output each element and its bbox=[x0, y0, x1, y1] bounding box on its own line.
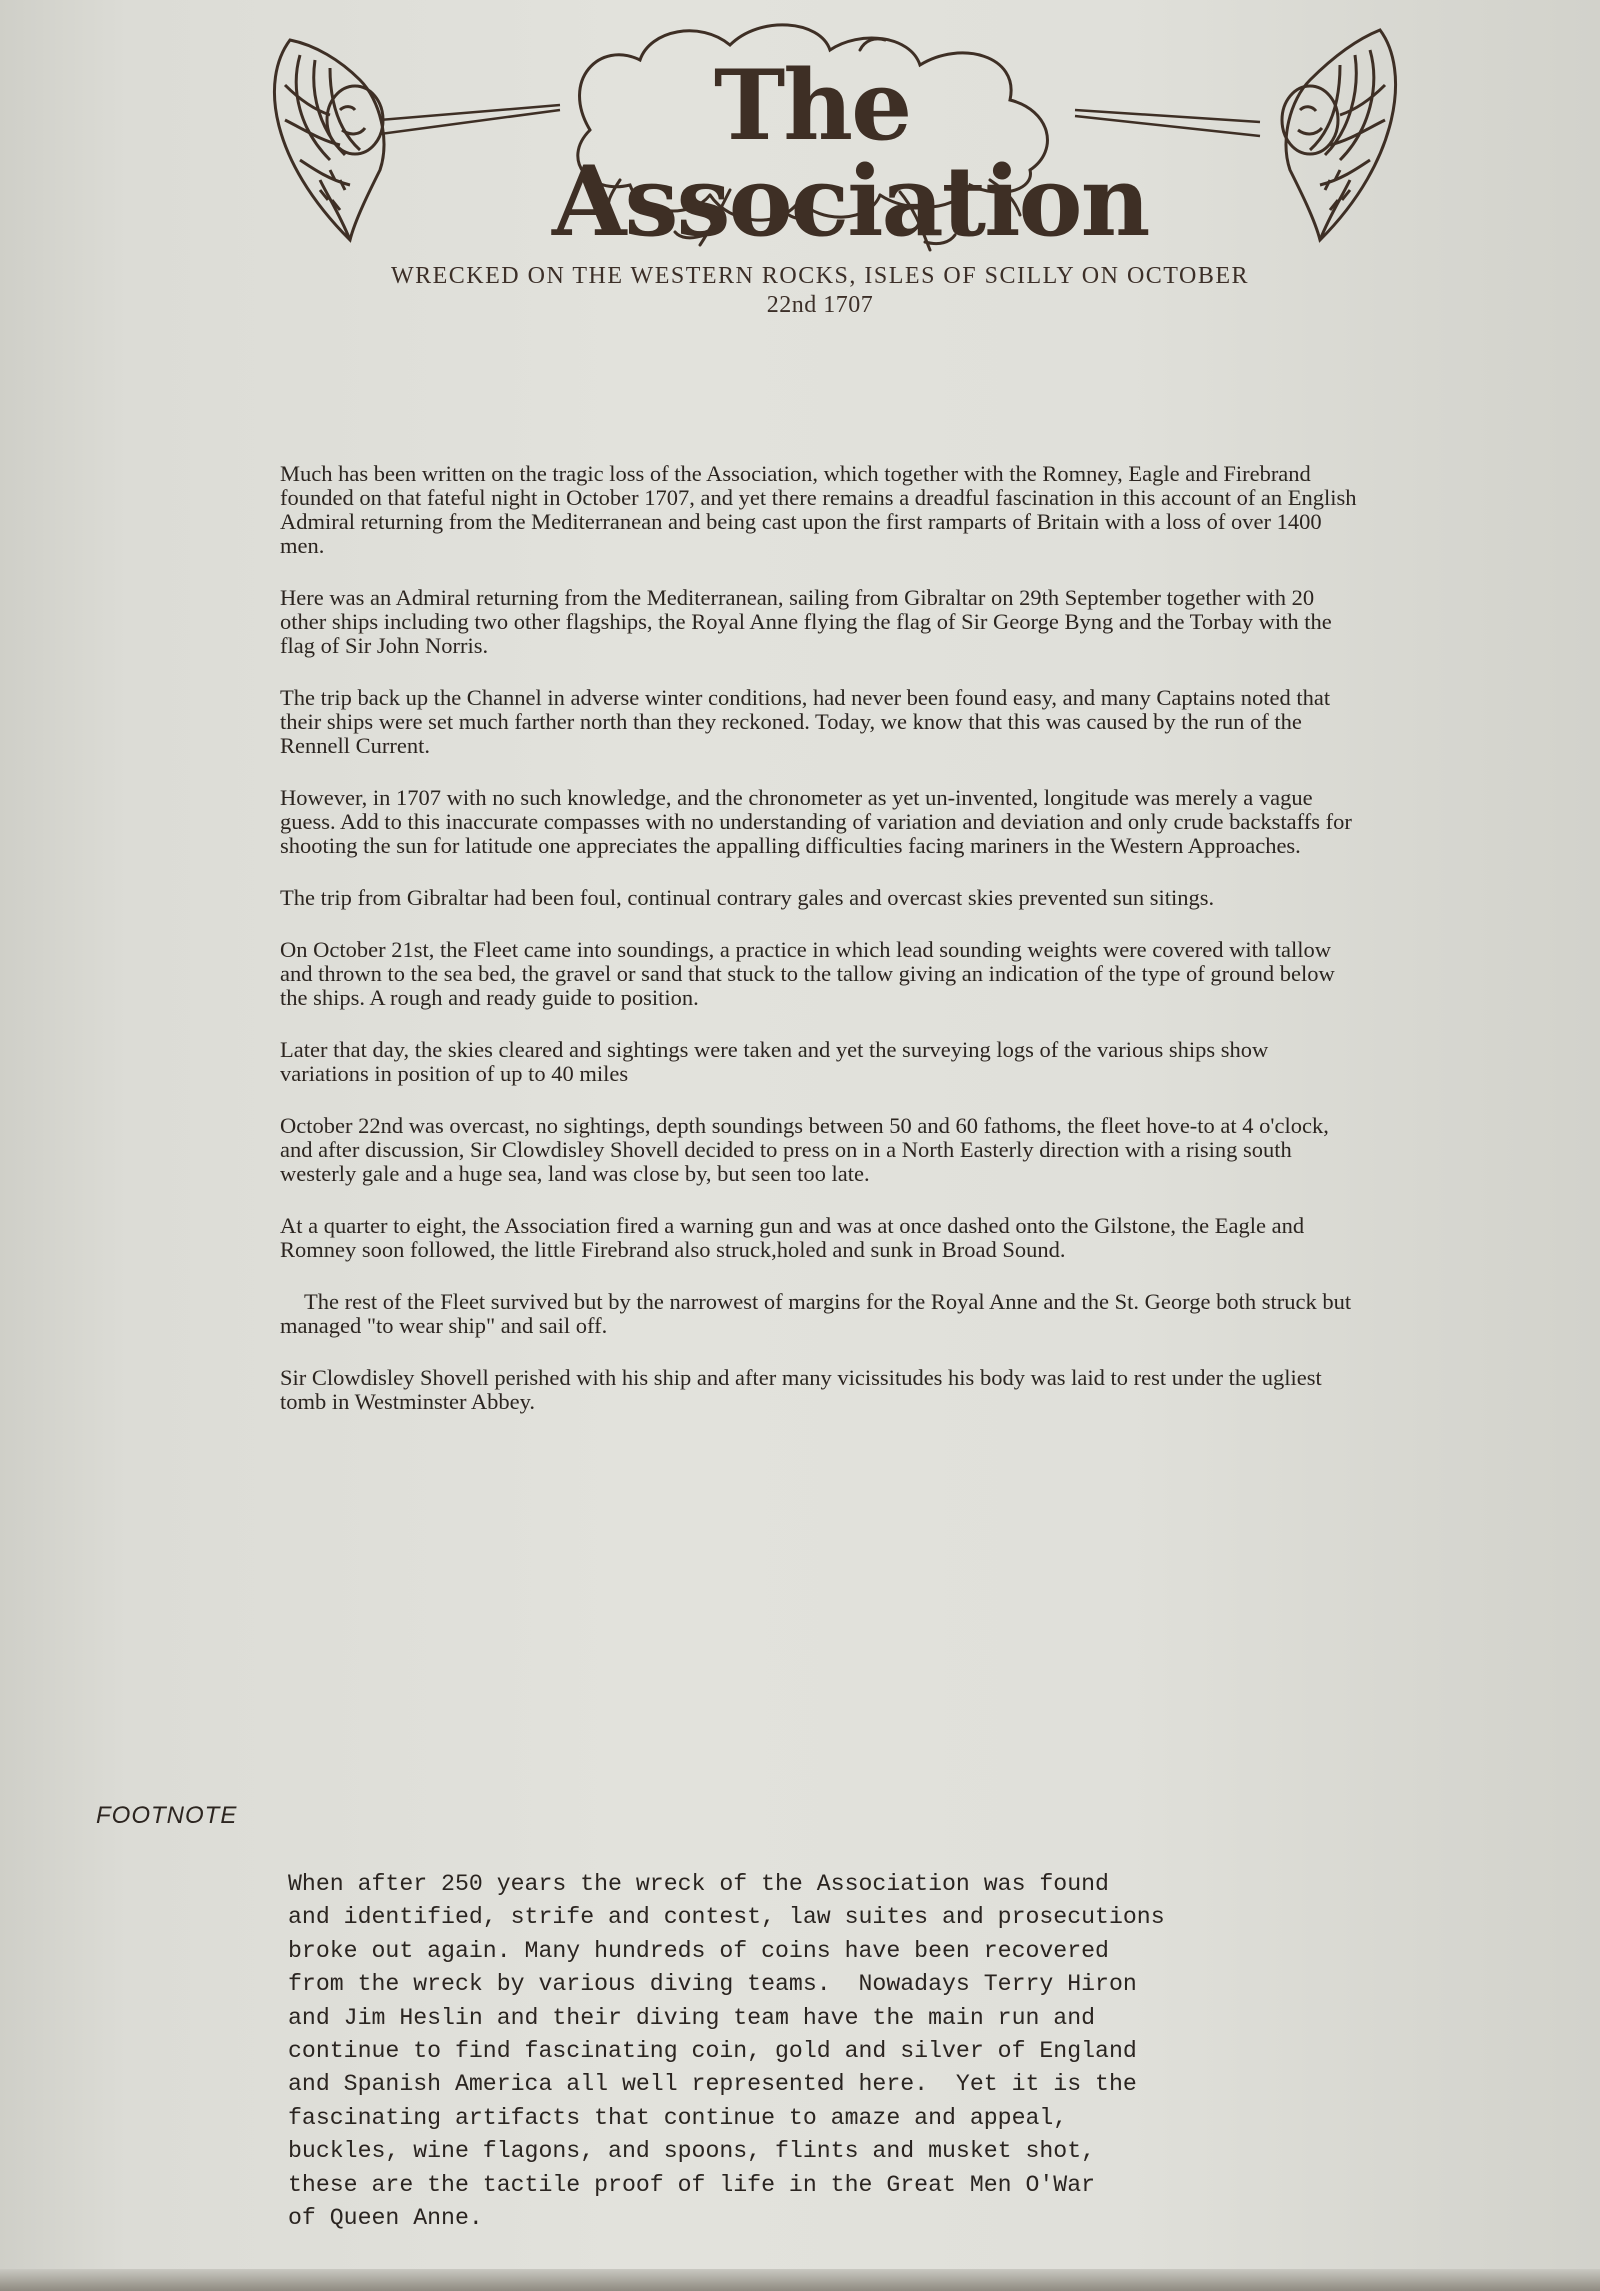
page-bottom-edge bbox=[0, 2269, 1600, 2291]
paragraph: The trip from Gibraltar had been foul, continual contrary gales and overcast skies prevented sun sitings. bbox=[280, 885, 1215, 910]
right-winged-cherub-icon bbox=[1282, 30, 1396, 240]
footnote-label: FOOTNOTE bbox=[96, 1802, 238, 1829]
footnote-text: When after 250 years the wreck of the Association was found and identified, strife and contest, law suites and prosecutions broke out again. Many hundreds of coins have been recovered from the wreck by various diving teams. Nowadays Terry Hiron and Jim Heslin and their diving team have the main run and continue to find fascinating coin, gold and silver of England and Spanish America all well represented here. Yet it is the fascinating artifacts that continue to amaze and appeal, buckles, wine flagons, and spoons, flints and musket shot, these are the tactile proof of life in the Great Men O'War of Queen Anne. bbox=[288, 1871, 1165, 2232]
paragraph: Later that day, the skies cleared and sightings were taken and yet the surveying logs of the various ships show variations in position of up to 40 miles bbox=[280, 1037, 1269, 1086]
paragraph: Here was an Admiral returning from the Mediterranean, sailing from Gibraltar on 29th September together with 20 other ships including two other flagships, the Royal Anne flying the flag of Sir George Byng and the Torbay with the flag of Sir John Norris. bbox=[280, 585, 1332, 658]
masthead-title: The Association bbox=[552, 49, 1149, 258]
paragraph: Sir Clowdisley Shovell perished with his ship and after many vicissitudes his body was laid to rest under the ugliest tomb in Westminster Abbey. bbox=[280, 1365, 1322, 1414]
subtitle-line-1: WRECKED ON THE WESTERN ROCKS, ISLES OF SCILLY ON OCTOBER bbox=[390, 263, 1250, 289]
paragraph: On October 21st, the Fleet came into soundings, a practice in which lead sounding weights were covered with tallow and thrown to the sea bed, the gravel or sand that stuck to the tallow giving an indication of the type of ground below the ships. A rough and ready guide to position. bbox=[280, 937, 1335, 1010]
paragraph: At a quarter to eight, the Association fired a warning gun and was at once dashed onto the Gilstone, the Eagle and Romney soon followed, the little Firebrand also struck,holed and sunk in Broad Sound. bbox=[280, 1213, 1305, 1262]
subtitle bbox=[280, 262, 1360, 320]
subtitle-line-2: 22nd 1707 bbox=[766, 291, 874, 318]
paragraph: The rest of the Fleet survived but by the narrowest of margins for the Royal Anne and the St. George both struck but managed "to wear ship" and sail off. bbox=[280, 1289, 1352, 1338]
masthead bbox=[260, 10, 1410, 260]
paragraph: Much has been written on the tragic loss of the Association, which together with the Romney, Eagle and Firebrand founded on that fateful night in October 1707, and yet there remains a dreadful fascination in this account of an English Admiral returning from the Mediterranean and being cast upon the first ramparts of Britain with a loss of over 1400 men. bbox=[280, 461, 1357, 558]
left-winged-cherub-icon bbox=[274, 40, 383, 240]
article-body bbox=[280, 462, 1360, 1442]
paragraph: The trip back up the Channel in adverse winter conditions, had never been found easy, and many Captains noted that their ships were set much farther north than they reckoned. Today, we know that this was caused by the run of the Rennell Current. bbox=[280, 685, 1331, 758]
paragraph: However, in 1707 with no such knowledge, and the chronometer as yet un-invented, longitude was merely a vague guess. Add to this inaccurate compasses with no understanding of variation and deviation and only crude backstaffs for shooting the sun for latitude one appreciates the appalling difficulties facing mariners in the Western Approaches. bbox=[280, 785, 1352, 858]
paragraph: October 22nd was overcast, no sightings, depth soundings between 50 and 60 fathoms, the fleet hove-to at 4 o'clock, and after discussion, Sir Clowdisley Shovell decided to press on in a North Easterly direction with a rising south westerly gale and a huge sea, land was close by, but seen too late. bbox=[280, 1113, 1329, 1186]
